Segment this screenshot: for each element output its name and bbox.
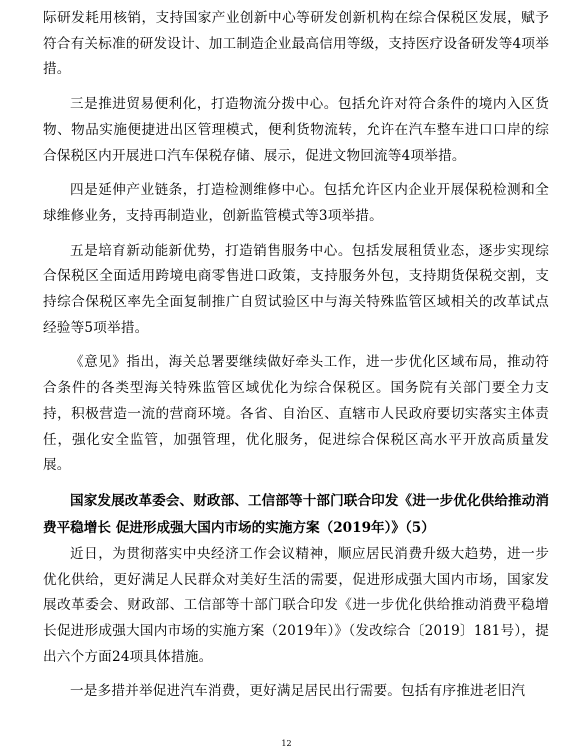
paragraph-trade-facilitation: 三是推进贸易便利化，打造物流分拨中心。包括允许对符合条件的境内入区货物、物品实施便捷进出区管理模式，便利货物流转，允许在汽车整车进口口岸的综合保税区内开展进口汽车保税存储、展示，促进文物回流等4项举措。 <box>43 96 549 164</box>
paragraph-industry-chain: 四是延伸产业链条，打造检测维修中心。包括允许区内企业开展保税检测和全球维修业务，支持再制造业，创新监管模式等3项举措。 <box>43 182 549 224</box>
page-number: 12 <box>281 739 292 748</box>
paragraph-opinion-summary: 《意见》指出，海关总署要继续做好牵头工作，进一步优化区域布局，推动符合条件的各类型海关特殊监管区域优化为综合保税区。国务院有关部门要全力支持，积极营造一流的营商环境。各省、自治区、直辖市人民政府要切实落实主体责任，强化安全监管，加强管理，优化服务，促进综合保税区高水平开放高质量发展。 <box>43 354 549 474</box>
paragraph-rd-continuation: 际研发耗用核销，支持国家产业创新中心等研发创新机构在综合保税区发展，赋予符合有关标准的研发设计、加工制造企业最高信用等级，支持医疗设备研发等4项举措。 <box>43 10 549 78</box>
paragraph-intro: 近日，为贯彻落实中央经济工作会议精神，顺应居民消费升级大趋势，进一步优化供给，更好满足人民群众对美好生活的需要，促进形成强大国内市场，国家发展改革委会、财政部、工信部等十部门联合印发《进一步优化供给推动消费平稳增长促进形成强大国内市场的实施方案（2019年）》（发改综合〔2019〕181号），提出六个方面24项具体措施。 <box>43 545 549 665</box>
paragraph-car-consumption: 一是多措并举促进汽车消费，更好满足居民出行需要。包括有序推进老旧汽 <box>70 683 526 700</box>
paragraph-new-momentum: 五是培育新动能新优势，打造销售服务中心。包括发展租赁业态，逐步实现综合保税区全面适用跨境电商零售进口政策，支持服务外包，支持期货保税交割，支持综合保税区率先全面复制推广自贸试验区中与海关特殊监管区域相关的改革试点经验等5项举措。 <box>43 242 549 336</box>
section-heading: 国家发展改革委会、财政部、工信部等十部门联合印发《进一步优化供给推动消费平稳增长 促进形成强大国内市场的实施方案（2019年）》（5） <box>43 492 549 536</box>
document-body <box>43 6 549 714</box>
